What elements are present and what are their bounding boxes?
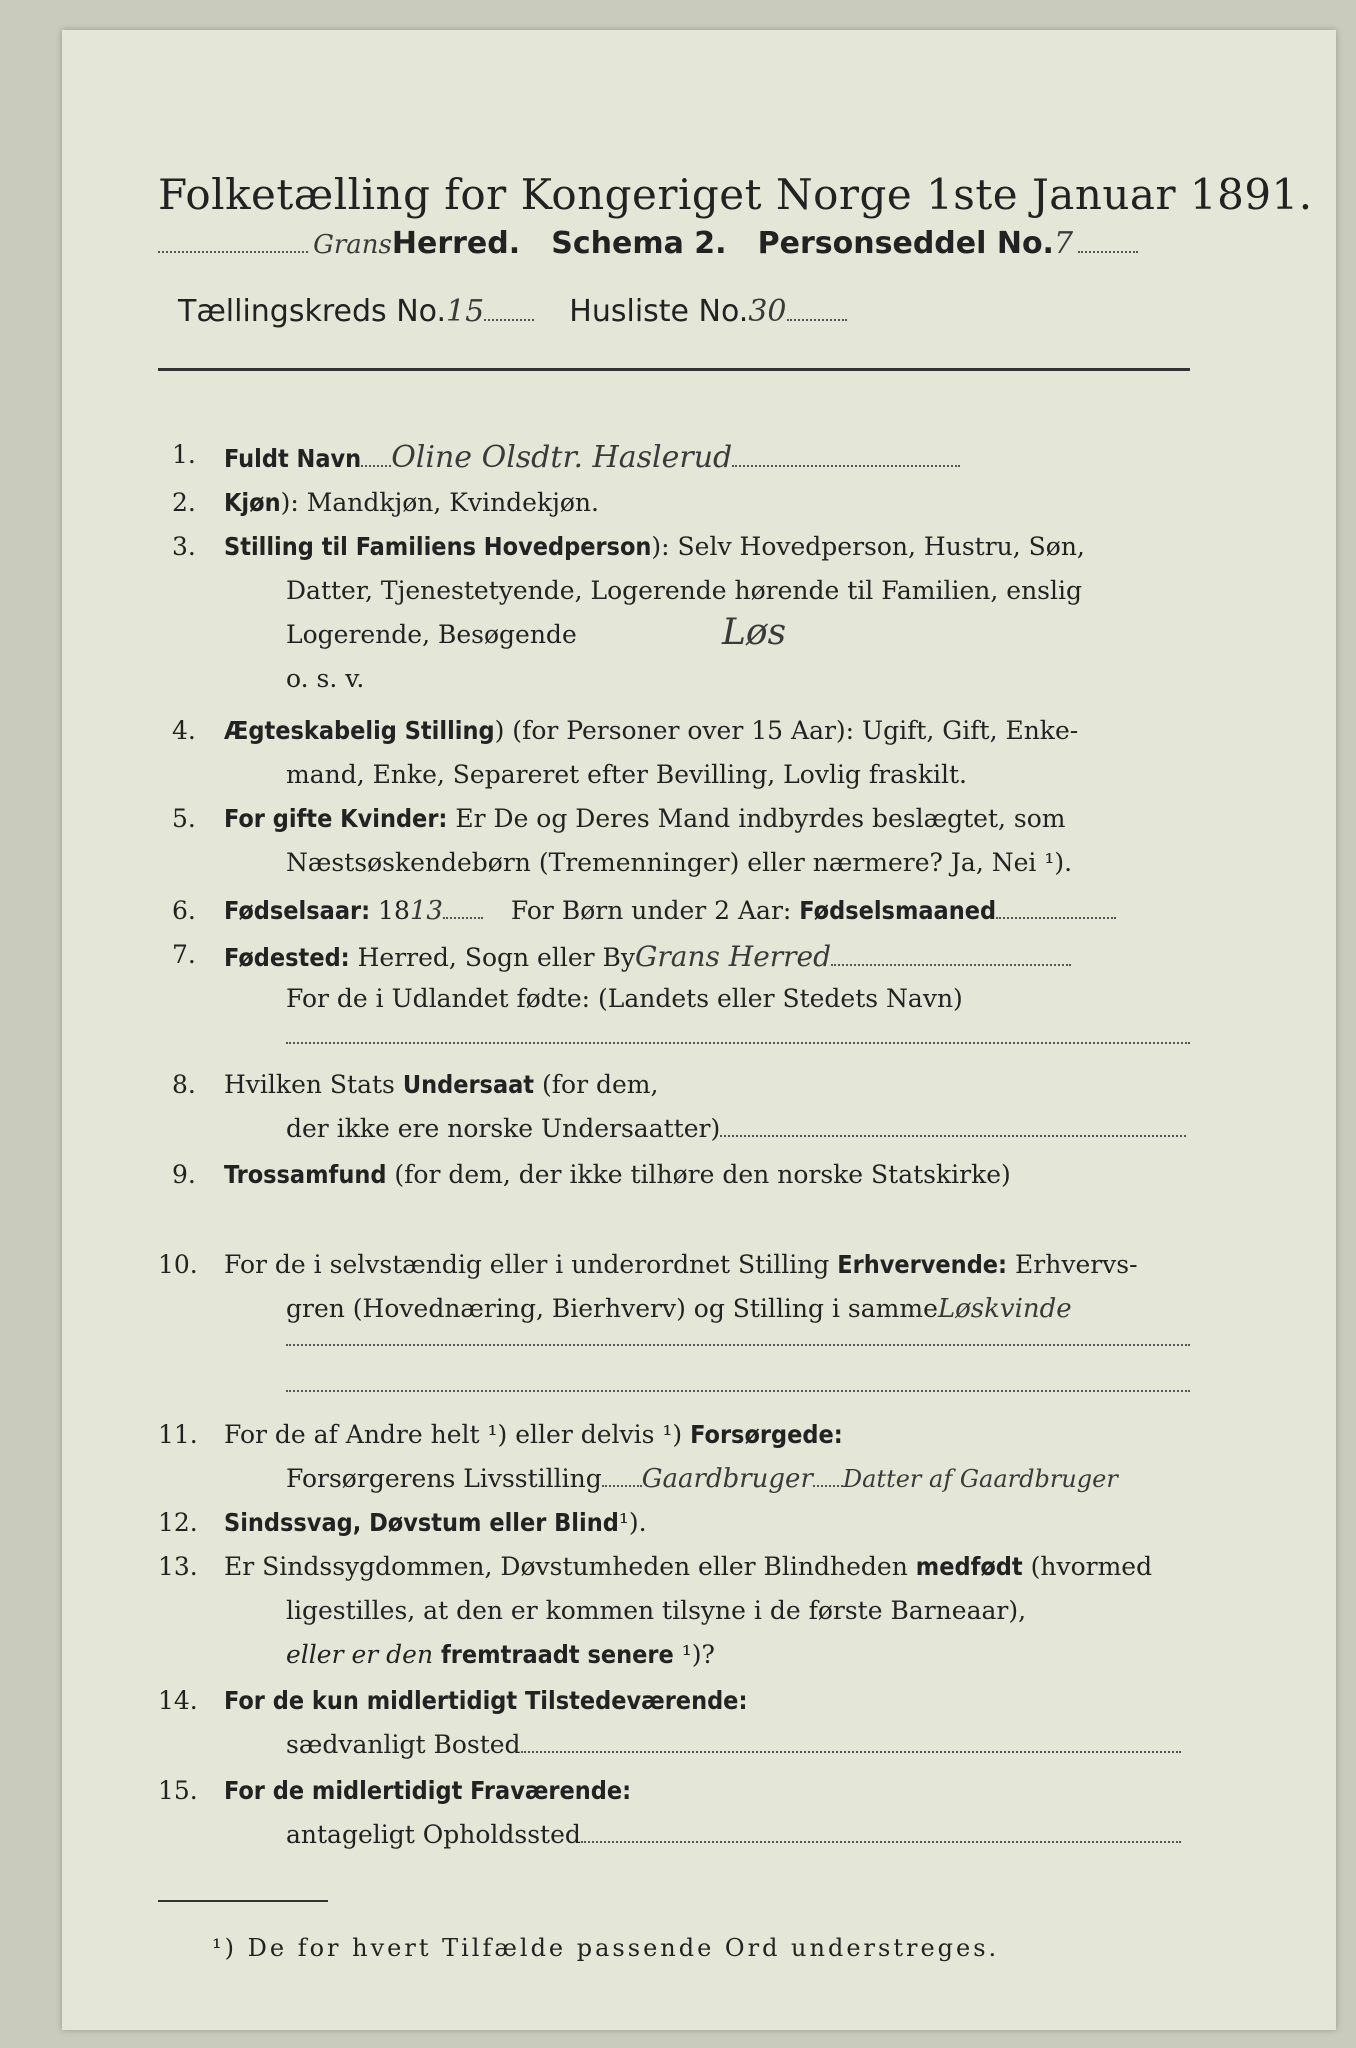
q3-row-1 (224, 532, 1085, 561)
q13-bold-2: fremtraadt senere (441, 1640, 674, 1669)
q3-options-2: Datter, Tjenestetyende, Logerende hørende til Familien, enslig (286, 576, 1083, 605)
q8-label: Hvilken Stats (224, 1070, 395, 1099)
q1-row (224, 440, 960, 475)
q4-row-1 (224, 716, 1078, 745)
q4-number: 4. (172, 716, 196, 745)
q10-text-1b: Erhvervs- (1015, 1250, 1138, 1279)
q7-row-1 (224, 940, 1071, 973)
q1-number: 1. (172, 440, 196, 469)
q11-row-1 (224, 1420, 843, 1449)
q8-text-2: der ikke ere norske Undersaatter) (286, 1114, 721, 1143)
footnote-divider (158, 1900, 328, 1902)
q1-value: Oline Olsdtr. Haslerud (391, 440, 733, 475)
q10-value: Løskvinde (937, 1294, 1072, 1324)
q13-text-2: ligestilles, at den er kommen tilsyne i de første Barneaar), (286, 1596, 1027, 1625)
q8-number: 8. (172, 1070, 196, 1099)
q6-text: For Børn under 2 Aar: (510, 896, 792, 925)
husliste-label: Husliste No. (569, 294, 749, 329)
q11-value: Gaardbruger (641, 1464, 813, 1494)
q11-number: 11. (158, 1420, 198, 1449)
q15-text: antageligt Opholdssted (286, 1820, 581, 1849)
q5-text-1: Er De og Deres Mand indbyrdes beslægtet, som (455, 804, 1066, 833)
q13-text-1b: (hvormed (1030, 1552, 1153, 1581)
header-divider (158, 368, 1190, 371)
kreds-value: 15 (446, 294, 485, 329)
q3-options-3: Logerende, Besøgende (286, 620, 577, 649)
q10-label: Erhvervende: (837, 1250, 1008, 1279)
q2-row (224, 488, 599, 517)
herred-label: Herred. (391, 226, 521, 261)
q7-text-1: Herred, Sogn eller By (357, 943, 636, 972)
q5-number: 5. (172, 804, 196, 833)
q13-bold: medfødt (915, 1552, 1023, 1581)
q8-text-1: (for dem, (542, 1070, 659, 1099)
q13-row-1 (224, 1552, 1152, 1581)
q10-text-2: gren (Hovednæring, Bierhverv) og Stilling i samme (286, 1294, 938, 1323)
q12-number: 12. (158, 1508, 198, 1537)
q14-row-1 (224, 1686, 747, 1715)
q7-blank-line (286, 1042, 1190, 1044)
schema-label: Schema 2. (551, 226, 727, 261)
q15-row-2 (286, 1820, 1181, 1849)
q5-row-1 (224, 804, 1065, 833)
q2-label: Kjøn (224, 488, 281, 517)
kreds-label: Tællingskreds No. (178, 294, 446, 329)
q14-text: sædvanligt Bosted (286, 1730, 521, 1759)
q15-row-1 (224, 1776, 631, 1805)
q10-number: 10. (158, 1250, 198, 1279)
q9-row (224, 1160, 1011, 1189)
q14-number: 14. (158, 1686, 198, 1715)
q9-text: (for dem, der ikke tilhøre den norske Statskirke) (394, 1160, 1011, 1189)
q8-bold: Undersaat (402, 1070, 535, 1099)
q7-label: Fødested: (224, 943, 350, 972)
q7-text-2: For de i Udlandet fødte: (Landets eller Stedets Navn) (286, 984, 963, 1013)
husliste-value: 30 (748, 294, 787, 329)
q13-text-1: Er Sindssygdommen, Døvstumheden eller Blindheden (224, 1552, 908, 1581)
q11-value-2: Datter af Gaardbruger (842, 1465, 1118, 1493)
q6-label: Fødselsaar: (224, 896, 371, 925)
q1-label: Fuldt Navn (224, 444, 362, 473)
q13-text-3b: ¹)? (681, 1640, 715, 1669)
q3-options-4: o. s. v. (286, 664, 365, 693)
q2-number: 2. (172, 488, 196, 517)
personseddel-label: Personseddel No. (757, 226, 1054, 261)
q6-value: 13 (409, 896, 443, 926)
q6-prefix: 18 (378, 896, 410, 925)
q8-row-2 (286, 1114, 1186, 1143)
q15-number: 15. (158, 1776, 198, 1805)
form-title: Folketælling for Kongeriget Norge 1ste Januar 1891. (158, 170, 1313, 219)
herred-value: Grans (313, 230, 392, 260)
q9-label: Trossamfund (224, 1160, 387, 1189)
q5-text-2: Næstsøskendebørn (Tremenninger) eller nærmere? Ja, Nei ¹). (286, 848, 1073, 877)
q11-text-2: Forsørgerens Livsstilling (286, 1464, 602, 1493)
header-line-2 (178, 294, 847, 329)
q4-options-2: mand, Enke, Separeret efter Bevilling, Lovlig fraskilt. (286, 760, 967, 789)
q12-label: Sindssvag, Døvstum eller Blind (224, 1508, 619, 1537)
q10-blank-line-1 (286, 1344, 1190, 1346)
q14-label: For de kun midlertidigt Tilstedeværende: (224, 1686, 748, 1715)
q10-text-1: For de i selvstændig eller i underordnet Stilling (224, 1250, 830, 1279)
q3-value: Løs (722, 612, 787, 653)
q8-row-1 (224, 1070, 658, 1099)
census-form-sheet (62, 30, 1336, 2030)
q10-blank-line-2 (286, 1390, 1190, 1392)
q7-number: 7. (172, 940, 196, 969)
q10-row-2 (286, 1294, 1072, 1324)
header-line-1 (158, 226, 1138, 261)
q13-row-3 (286, 1640, 715, 1669)
q13-text-3a: eller er den (286, 1640, 434, 1669)
q13-number: 13. (158, 1552, 198, 1581)
q6-number: 6. (172, 896, 196, 925)
q4-label: Ægteskabelig Stilling (224, 716, 495, 745)
q5-label: For gifte Kvinder: (224, 804, 448, 833)
q10-row-1 (224, 1250, 1138, 1279)
q2-options: ): Mandkjøn, Kvindekjøn. (280, 488, 599, 517)
q6-row (224, 896, 1116, 926)
q15-label: For de midlertidigt Fraværende: (224, 1776, 632, 1805)
q3-number: 3. (172, 532, 196, 561)
q11-label: Forsørgede: (690, 1420, 843, 1449)
personseddel-value: 7 (1053, 226, 1074, 261)
q3-options-1: ): Selv Hovedperson, Hustru, Søn, (651, 532, 1085, 561)
q4-options-1: ) (for Personer over 15 Aar): Ugift, Gift, Enke- (494, 716, 1079, 745)
q11-row-2 (286, 1464, 1118, 1494)
q11-text-1: For de af Andre helt ¹) eller delvis ¹) (224, 1420, 683, 1449)
q14-row-2 (286, 1730, 1181, 1759)
q12-row (224, 1508, 647, 1537)
q7-value: Grans Herred (635, 940, 832, 973)
footnote: ¹) De for hvert Tilfælde passende Ord understreges. (212, 1934, 1000, 1962)
q3-label: Stilling til Familiens Hovedperson (224, 532, 652, 561)
q9-number: 9. (172, 1160, 196, 1189)
q12-text: ¹). (618, 1508, 647, 1537)
q6-label-2: Fødselsmaaned (799, 896, 997, 925)
